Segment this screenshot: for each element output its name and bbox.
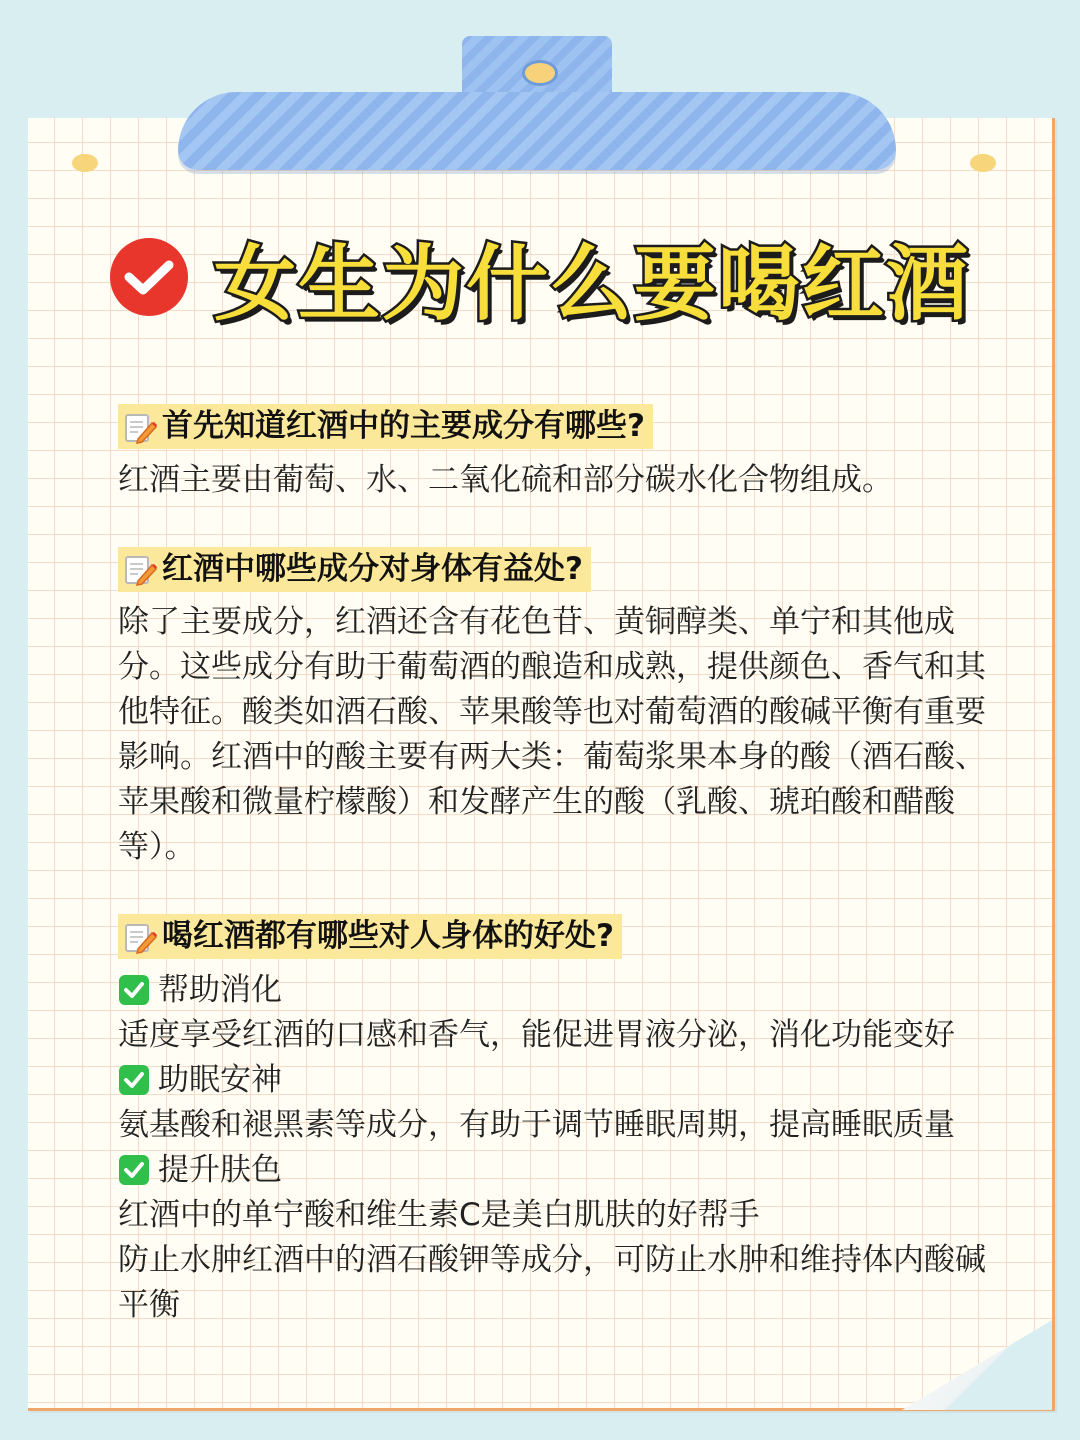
section-health-benefits	[118, 914, 1018, 1328]
page-title: 女生为什么要喝红酒	[214, 236, 971, 332]
memo-pencil-icon	[122, 409, 158, 445]
green-check-box-icon	[118, 974, 150, 1006]
benefit-description-line: 红酒中的单宁酸和维生素C是美白肌肤的好帮手	[118, 1196, 760, 1233]
section-heading	[118, 914, 622, 959]
benefit-item-digestion	[118, 968, 1018, 1013]
memo-pencil-icon	[122, 551, 158, 587]
benefit-description-line: 平衡	[118, 1286, 180, 1323]
benefit-item-complexion	[118, 1148, 1018, 1193]
green-check-box-icon	[118, 1154, 150, 1186]
section-heading-text: 首先知道红酒中的主要成分有哪些?	[162, 408, 645, 444]
section-paragraph-line: 分。这些成分有助于葡萄酒的酿造和成熟，提供颜色、香气和其	[118, 649, 986, 685]
benefit-item-sleep	[118, 1058, 1018, 1103]
benefit-description-line: 氨基酸和褪黑素等成分，有助于调节睡眠周期，提高睡眠质量	[118, 1106, 955, 1143]
red-check-circle-icon	[110, 238, 188, 316]
section-paragraph-line: 等）。	[118, 829, 196, 865]
title-row	[110, 222, 990, 332]
section-ingredients	[118, 404, 1018, 503]
section-paragraph-line: 除了主要成分，红酒还含有花色苷、黄铜醇类、单宁和其他成	[118, 604, 955, 640]
clipboard-clip-bar	[178, 92, 896, 170]
decor-dot-left	[72, 154, 98, 172]
section-benefit-components	[118, 547, 1018, 871]
section-heading-text: 红酒中哪些成分对身体有益处?	[162, 550, 583, 587]
memo-pencil-icon	[122, 919, 158, 955]
clipboard-clip-hole	[522, 60, 558, 86]
benefit-label: 助眠安神	[158, 1061, 282, 1098]
section-heading	[118, 404, 653, 449]
green-check-box-icon	[118, 1064, 150, 1096]
benefit-description-line: 适度享受红酒的口感和香气，能促进胃液分泌，消化功能变好	[118, 1016, 955, 1053]
benefit-label: 提升肤色	[158, 1151, 282, 1188]
benefit-description-line: 防止水肿红酒中的酒石酸钾等成分，可防止水肿和维持体内酸碱	[118, 1241, 986, 1278]
section-paragraph-line: 他特征。酸类如酒石酸、苹果酸等也对葡萄酒的酸碱平衡有重要	[118, 694, 986, 730]
section-paragraph-line: 红酒主要由葡萄、水、二氧化硫和部分碳水化合物组成。	[118, 461, 893, 498]
section-paragraph-line: 苹果酸和微量柠檬酸）和发酵产生的酸（乳酸、琥珀酸和醋酸	[118, 784, 955, 820]
section-heading-text: 喝红酒都有哪些对人身体的好处?	[162, 918, 614, 954]
article-body	[118, 404, 1018, 1372]
section-heading	[118, 547, 591, 592]
decor-dot-right	[970, 154, 996, 172]
section-paragraph-line: 影响。红酒中的酸主要有两大类：葡萄浆果本身的酸（酒石酸、	[118, 739, 986, 775]
benefit-label: 帮助消化	[158, 971, 282, 1008]
